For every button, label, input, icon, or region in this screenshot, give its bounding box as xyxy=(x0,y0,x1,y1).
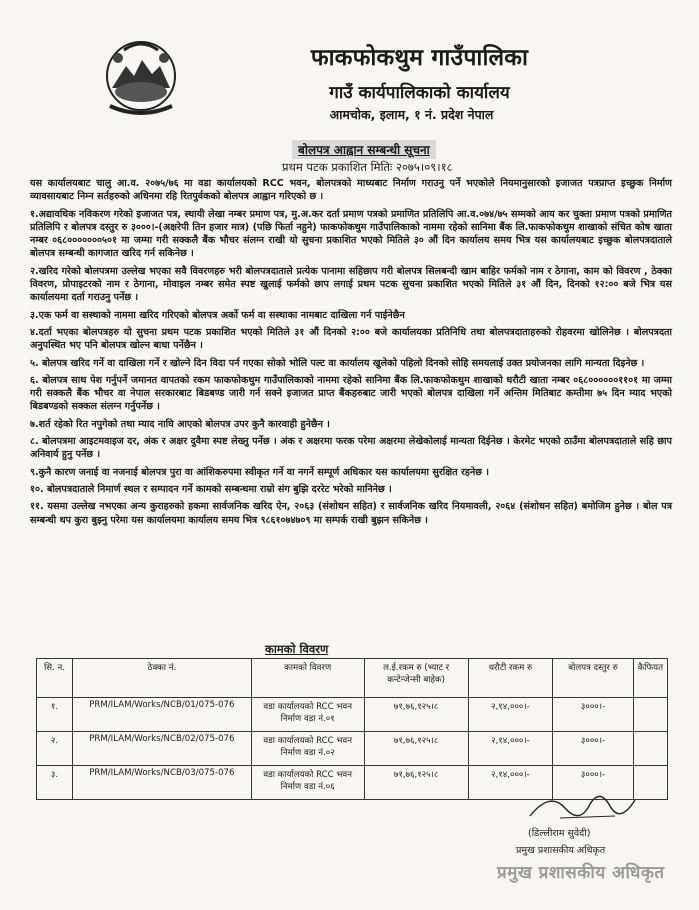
signatory-name: (डिल्लीराम सुवेदी) xyxy=(528,828,591,839)
cell-contract-no: PRM/ILAM/Works/NCB/01/075-076 xyxy=(73,698,252,732)
condition-3: ३.एक फर्म वा सस्थाको नाममा खरिद गरिएको बोलपत्र अर्को फर्म वा सस्थाका नामबाट दाखिला गर्न पाईनेछैन xyxy=(30,309,405,321)
col-bid-fee: बोलपत्र दस्तुर रु xyxy=(553,659,633,698)
col-deposit: धरौटी रकम रु xyxy=(468,659,553,698)
office-name: गाउँ कार्यपालिकाको कार्यालय xyxy=(329,83,510,103)
cell-work-description: वडा कार्यालयको RCC भवन निर्माण वडा नं.०१ xyxy=(251,698,364,732)
cell-bid-fee: ३०००।- xyxy=(553,766,633,800)
works-table-caption: कामको विवरण xyxy=(265,642,329,656)
condition-7: ७.शर्त रहेको रित नपुगेको तथा म्याद नाघि आएको बोलपत्र उपर कुनै कारवाही हुनेछैन । xyxy=(30,418,330,430)
cell-deposit: २,१४,०००।- xyxy=(468,766,553,800)
table-row xyxy=(37,698,668,732)
cell-remarks xyxy=(633,732,667,766)
col-contract-no: ठेक्का नं. xyxy=(73,659,252,698)
works-table xyxy=(36,658,668,800)
cell-contract-no: PRM/ILAM/Works/NCB/03/075-076 xyxy=(73,766,252,800)
cell-work-description: वडा कार्यालयको RCC भवन निर्माण वडा नं.०२ xyxy=(251,732,364,766)
condition-9: ९.कुनै कारण जनाई वा नजनाई बोलपत्र पुरा वा आंशिकरुपमा स्वीकृत गर्ने वा नगर्ने सम्पूर्ण अधिकार यस कार्यालयमा सुरक्षित रहनेछ । xyxy=(30,466,489,478)
col-serial: सि. न. xyxy=(37,659,73,698)
condition-11: ११. यसमा उल्लेख नभएका अन्य कुराहरुको हकमा सार्वजनिक खरिद ऐन, २०६३ (संशोधन सहित) र सार्वजनिक खरिद नियमावली, २०६४ (संशोधन सहित) बमोजिम हुनेछ । बोल पत्र सम्बन्धी थप कुरा बुझ्नु परेमा यस कार्यालयमा कार्यालय समय भित्र ९८६१०७४७०९ मा सम्पर्क राखी बुझन सकिनेछ । xyxy=(30,501,672,526)
cell-serial: १. xyxy=(37,698,73,732)
cell-work-description: वडा कार्यालयको RCC भवन निर्माण वडा नं.०६ xyxy=(251,766,364,800)
condition-5: ५. बोलपत्र खरिद गर्ने वा दाखिला गर्ने र खोल्ने दिन विदा पर्न गएका सोको भोलि पल्ट वा कार्यालय खुलेको पहिलो दिनको सोहि समयलाई उक्त प्रयोजनका लागि मान्यता दिइनेछ । xyxy=(30,357,645,369)
publication-date: प्रथम पटक प्रकाशित मितिः २०७५।०९।१८ xyxy=(282,160,453,174)
condition-1: १.अद्यावधिक नविकरण गरेको इजाजत पत्र, स्थायी लेखा नम्बर प्रमाण पत्र, मु.अ.कर दर्ता प्रमाण पत्रको प्रमाणित प्रतिलिपि आ.व.०७४/७५ सम्मको आय कर चुक्ता प्रमाण पत्रको प्रमाणित प्रतिलिपि र बोलपत्र दस्तुर रु ३०००।-(अक्षरेपी तिन हजार मात्र) (पछि फिर्ता नहुने) फाकफोकथुम गाउँपालिकाको नाममा रहेको सानिमा बैंक लि.फाकफोकथुम शाखाको संचित कोष खाता नम्बर ०६८०००००००५०१ मा जम्मा गरी सक्कलै बैंक भौचर संलग्न राखी यो सुचना प्रकाशित भएको मितिले ३० औं दिन कार्यालय समय भित्र यस कार्यालयबाट इच्छुक बोलपत्रदाताले बोलपत्र सम्बन्धी कागजात खरिद गर्न सकिनेछ । xyxy=(30,208,672,260)
cell-estimate: ७१,७६,१२५।८ xyxy=(364,766,468,800)
condition-10: १०. बोलपत्रदाताले निमार्ण स्थल र सम्पादन गर्ने कामको सम्बन्धमा राम्रो संग बुझि दररेट भरेको मानिनेछ । xyxy=(30,483,392,495)
cell-bid-fee: ३०००।- xyxy=(553,732,633,766)
cell-serial: ३. xyxy=(37,766,73,800)
office-stamp: प्रमुख प्रशासकीय अधिकृत xyxy=(497,863,665,883)
signatory-title: प्रमुख प्रशासकीय अधिकृत xyxy=(516,845,606,856)
col-remarks: कैफियत xyxy=(633,659,667,698)
organization-name: फाकफोकथुम गाउँपालिका xyxy=(310,45,529,71)
cell-estimate: ७१,७६,१२५।८ xyxy=(364,732,468,766)
cell-deposit: २,१४,०००।- xyxy=(468,698,553,732)
table-row xyxy=(37,732,668,766)
cell-deposit: २,१४,०००।- xyxy=(468,732,553,766)
condition-4: ४.दर्ता भएका बोलपत्रहरु यो सुचना प्रथम पटक प्रकाशित भएको मितिले ३१ औं दिनको २:०० बजे कार्यालयका प्रतिनिधि तथा बोलपत्रदाताहरुको रोहवरमा खोलिनेछ । बोलपत्रदता अनुपस्थित भए पनि बोलपत्र खोल्न बाधा पर्नेछैन । xyxy=(30,326,672,352)
cell-bid-fee: ३०००।- xyxy=(553,698,633,732)
cell-serial: २. xyxy=(37,732,73,766)
condition-6: ६. बोलपत्र साथ पेश गर्नुपर्ने जमानत वापतको रकम फाकफोकथुम गाउँपालिकाको नाममा रहेको सानिमा बैंक लि.फाकफोकथुम शाखाको धरौटी खाता नम्बर ०६८००००००११०१ मा जम्मा गरी सक्कलै बैंक भौचर वा नेपाल सरकारबाट बिडबण्ड जारी गर्न सक्ने इजाजत प्राप्त बैंकहरुबाट जारी भएको बोलपत्र दाखिला गर्ने अन्तिम मितिबाट कम्तीमा ७५ दिन म्याद भएको बिडबण्डको सक्कल संलग्न गर्नुपर्नेछ । xyxy=(30,374,672,413)
cell-contract-no: PRM/ILAM/Works/NCB/02/075-076 xyxy=(73,732,252,766)
condition-8: ८. बोलपत्रमा आइटमवाइज दर, अंक र अक्षर दुवैमा स्पष्ट लेख्नु पर्नेछ । अंक र अक्षरमा फरक परेमा अक्षरमा लेखेकोलाई मान्यता दिईनेछ । केरमेट भएको ठाउँमा बोलपत्रदाताले सहि छाप अनिवार्य हुनु पर्नेछ । xyxy=(30,436,672,461)
cell-remarks xyxy=(633,698,667,732)
office-address: आमचोक, इलाम, १ नं. प्रदेश नेपाल xyxy=(329,107,494,122)
col-work-description: कामको विवरण xyxy=(251,659,364,698)
notice-body xyxy=(30,177,672,531)
notice-title: बोलपत्र आह्वान सम्बन्धी सूचना xyxy=(292,140,436,159)
col-estimate: ल.ई.रकम रु (भ्याट र कन्टेन्जेन्सी बाहेक) xyxy=(364,659,468,698)
condition-2: २.खरिद गरेको बोलपत्रमा उल्लेख भएका सवै विवरणहरु भरी बोलपत्रदाताले प्रत्येक पानामा सहिछाप गरी बोलपत्र सिलबन्दी खाम बाहिर फर्मको नाम र ठेगाना, काम को विवरण , ठेक्का विवरण, प्रोपाइटरको नाम र ठेगाना, मोवाइल नम्बर समेत स्पष्ट खुलाई फर्मको छाप लगाई प्रथम पटक सुचना प्रकाशित भएको मितिले ३१ औं दिन, दिनको १२:०० बजे भित्र यस कार्यालयमा दर्ता गराउनु पर्नेछ । xyxy=(30,265,672,304)
cell-estimate: ७१,७६,१२५।८ xyxy=(364,698,468,732)
table-header-row xyxy=(37,659,668,698)
signature-scribble xyxy=(520,786,640,826)
intro-paragraph: यस कार्यालयबाट चालु आ.व. २०७५/७६ मा वडा कार्यालयको RCC भवन, बोलपत्रको माध्यबाट निर्माण गराउनु पर्ने भएकोले नियमानुसारको इजाजत पत्रप्राप्त इच्छुक निर्माण व्यावसायबाट निम्न सर्तहरुको अधिनमा रहि रितपुर्वकको बोलपत्र आह्वान गरिएको छ । xyxy=(30,178,672,203)
